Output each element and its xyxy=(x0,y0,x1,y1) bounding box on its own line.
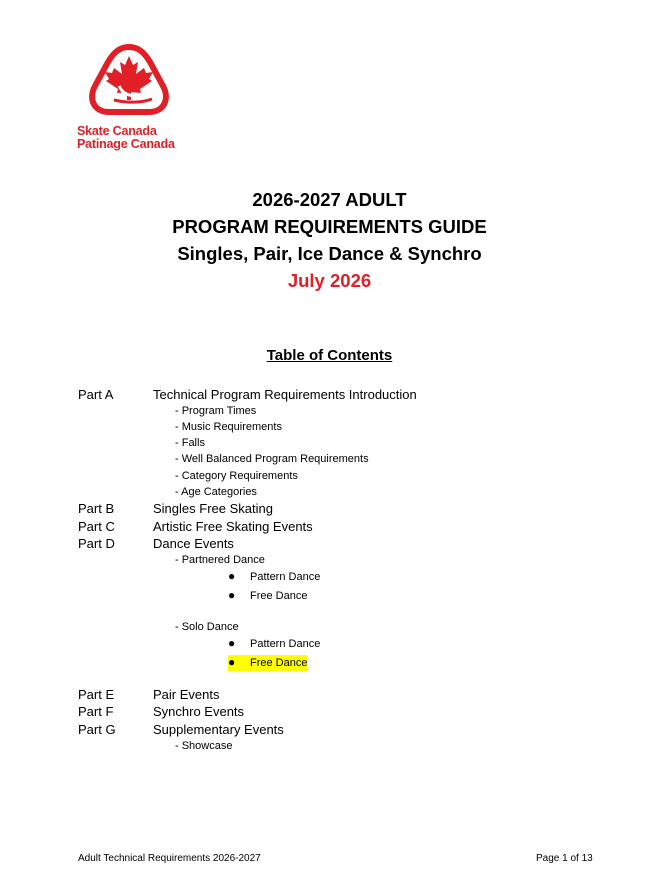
toc-part-e-title[interactable]: Pair Events xyxy=(153,687,220,702)
toc-subitem[interactable]: - Well Balanced Program Requirements xyxy=(175,453,369,465)
maple-leaf-skate-icon xyxy=(86,42,172,120)
toc-subitem[interactable]: - Showcase xyxy=(175,740,233,752)
toc-part-d-label: Part D xyxy=(78,536,115,551)
toc-part-a-title[interactable]: Technical Program Requirements Introduction xyxy=(153,387,417,402)
toc-bullet-item[interactable] xyxy=(228,636,320,652)
document-title-line2: PROGRAM REQUIREMENTS GUIDE xyxy=(172,216,487,237)
bullet-icon: ● xyxy=(228,636,236,650)
toc-subitem[interactable]: - Age Categories xyxy=(175,486,257,498)
toc-bullet-item[interactable] xyxy=(228,588,307,604)
toc-part-g-label: Part G xyxy=(78,722,116,737)
toc-subitem[interactable]: - Solo Dance xyxy=(175,621,239,633)
footer-document-name: Adult Technical Requirements 2026-2027 xyxy=(78,853,261,864)
toc-bullet-item[interactable] xyxy=(228,569,320,585)
toc-bullet-label: Pattern Dance xyxy=(250,571,321,583)
toc-part-a-label: Part A xyxy=(78,387,114,402)
toc-bullet-label: Pattern Dance xyxy=(250,638,321,650)
toc-subitem[interactable]: - Falls xyxy=(175,437,205,449)
skate-canada-logo xyxy=(77,42,179,154)
toc-subitem[interactable]: - Partnered Dance xyxy=(175,554,265,566)
toc-subitem[interactable]: - Music Requirements xyxy=(175,421,282,433)
toc-bullet-label: Free Dance xyxy=(250,657,308,669)
bullet-icon: ● xyxy=(228,569,236,583)
document-title-line1: 2026-2027 ADULT xyxy=(252,189,407,210)
bullet-icon: ● xyxy=(228,655,236,669)
logo-text-english: Skate Canada xyxy=(77,124,157,138)
toc-part-b-label: Part B xyxy=(78,501,115,516)
toc-part-e-label: Part E xyxy=(78,687,115,702)
toc-subitem[interactable]: - Program Times xyxy=(175,405,257,417)
document-title-line3: Singles, Pair, Ice Dance & Synchro xyxy=(177,243,482,264)
toc-part-c-title[interactable]: Artistic Free Skating Events xyxy=(153,519,313,534)
toc-part-g-title[interactable]: Supplementary Events xyxy=(153,722,284,737)
toc-bullet-label: Free Dance xyxy=(250,590,308,602)
footer-page-number: Page 1 of 13 xyxy=(536,853,593,864)
toc-part-c-label: Part C xyxy=(78,519,115,534)
toc-part-f-label: Part F xyxy=(78,704,114,719)
bullet-icon: ● xyxy=(228,588,236,602)
toc-subitem[interactable]: - Category Requirements xyxy=(175,470,298,482)
toc-part-b-title[interactable]: Singles Free Skating xyxy=(153,501,273,516)
logo-text-french: Patinage Canada xyxy=(77,137,175,151)
document-date: July 2026 xyxy=(287,270,372,291)
toc-part-f-title[interactable]: Synchro Events xyxy=(153,704,245,719)
toc-heading: Table of Contents xyxy=(266,347,393,364)
toc-bullet-item-highlighted[interactable] xyxy=(228,655,307,671)
toc-part-d-title[interactable]: Dance Events xyxy=(153,536,234,551)
